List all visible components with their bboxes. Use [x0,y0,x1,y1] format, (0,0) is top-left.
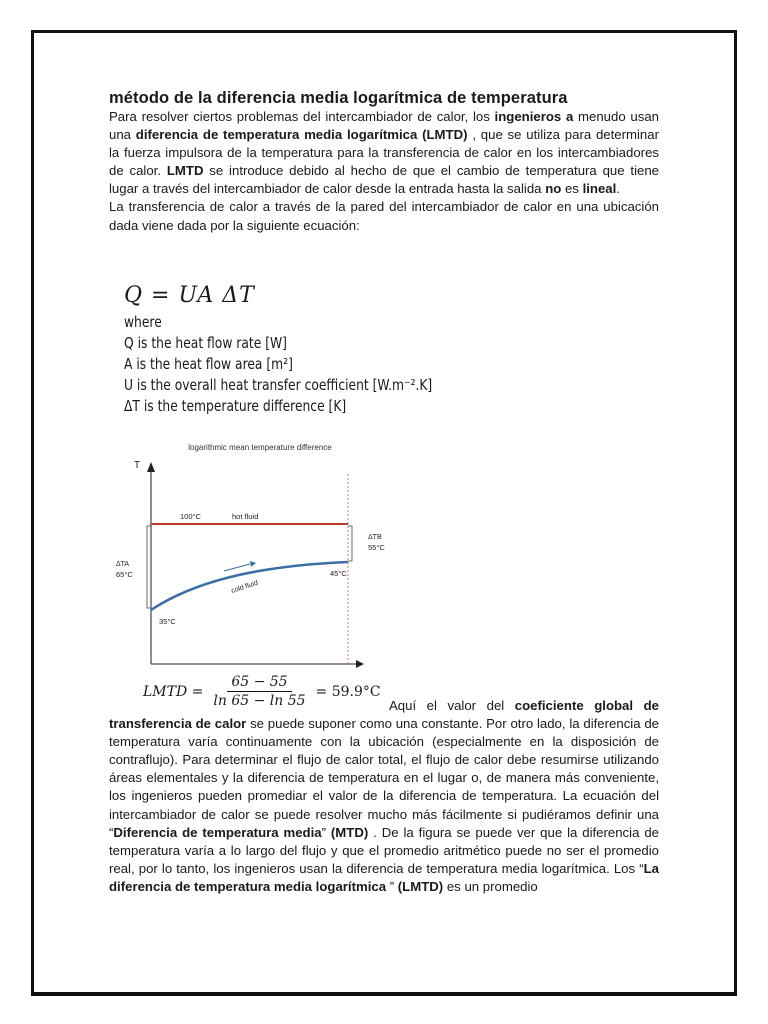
page-title: método de la diferencia media logarítmica de temperatura [109,89,568,107]
bold-run: diferencia de temperatura media logarítmica (LMTD) [135,127,468,143]
paragraph-1 [109,108,659,198]
cold-fluid-label: cold fluid [230,579,259,595]
delta-a-symbol: ΔTA [116,561,130,568]
cold-fluid-arrow [224,564,250,571]
page-border-bottom [31,992,737,994]
bold-run: lineal [582,181,617,197]
q-definition: Q is the heat flow rate [W] [124,334,287,352]
u-definition: U is the overall heat transfer coefficient [W.m⁻².K] [124,376,433,394]
bold-run: coeficiente global de transferencia de calor [109,698,659,732]
text-run: es un promedio [443,878,538,894]
lmtd-chart-svg [112,438,402,670]
bold-run: La diferencia de temperatura media logarítmica [109,860,659,894]
paragraph-3 [109,697,659,896]
lmtd-denominator: ln 65 − ln 55 [213,693,306,709]
bold-run: no [545,181,562,197]
hot-fluid-label: hot fluid [232,512,259,521]
heat-equation: Q = UA ΔT [124,283,255,308]
paragraph-2: La transferencia de calor a través de la pared del intercambiador de calor en una ubicación dada viene dada por la siguiente ecuación: [109,199,659,233]
text-run: se introduce debido al hecho de que el cambio de temperatura que tiene lugar a través del intercambiador de calor desde la entrada hasta la salida [109,163,660,197]
bold-run: Diferencia de temperatura media [113,824,322,840]
text-run: ” [386,878,398,894]
dt-definition: ΔT is the temperature difference [K] [124,397,347,415]
lmtd-numerator: 65 − 55 [227,674,291,692]
y-axis-label: T [134,460,141,471]
document-body [109,88,659,235]
text-run: se puede suponer como una constante. Por otro lado, la diferencia de temperatura varía continuamente con la ubicación (especialmente en la disposición de contraflujo). Para determinar el flujo de calor total, el flujo de calor debe resumirse utilizando áreas elementales y la diferencia de temperatura en el lugar o, de manera más conveniente, los ingenieros pueden promediar el valor de la diferencia de temperatura. La ecuación del intercambiador de calor se puede resolver mucho más fácilmente si pudiéramos definir una “ [109,716,659,840]
text-run: menudo usan una [109,109,659,143]
lmtd-chart [112,438,402,675]
cold-inlet-temp: 35°C [159,617,176,626]
bold-run: (MTD) [330,824,369,840]
bold-run: ingenieros a [494,109,574,124]
a-definition: A is the heat flow area [m²] [124,355,293,373]
lmtd-rhs: = 59.9°C [315,683,381,700]
delta-b-symbol: ΔTB [368,534,382,541]
text-run: . [616,181,620,197]
heat-equation-block [124,283,500,417]
bold-run: (LMTD) [397,878,444,894]
text-run: Para resolver ciertos problemas del intercambiador de calor, los [109,109,495,124]
delta-a-bracket [147,526,151,608]
text-run: . De la figura se puede ver que la diferencia de temperatura varía a lo largo del flujo y que el promedio aritmético puede no ser el promedio real, por lo tanto, los ingenieros usan la diferencia de temperatura media logarítmica. Los “ [109,824,659,876]
paragraph-3-block [109,697,659,896]
cold-fluid-arrowhead [250,561,256,567]
y-axis-arrow [147,462,155,472]
where-label: where [124,313,162,331]
text-run: , que se utiliza para determinar la fuerza impulsora de la temperatura para la transferencia de calor en los intercambiadores de calor. [109,127,659,179]
delta-b-value: 55°C [368,543,385,552]
delta-a-value: 65°C [116,570,133,579]
x-axis-arrow [356,660,364,668]
text-run: es [561,181,583,197]
chart-title: logarithmic mean temperature difference [188,443,332,452]
text-run: ” [321,824,331,840]
hot-temp-label: 100°C [180,512,201,521]
bold-run: LMTD [166,163,204,179]
text-run: Aquí el valor del [389,698,515,713]
cold-outlet-temp: 45°C [330,569,347,578]
lmtd-lhs: LMTD = [143,683,204,700]
delta-b-bracket [348,526,352,561]
